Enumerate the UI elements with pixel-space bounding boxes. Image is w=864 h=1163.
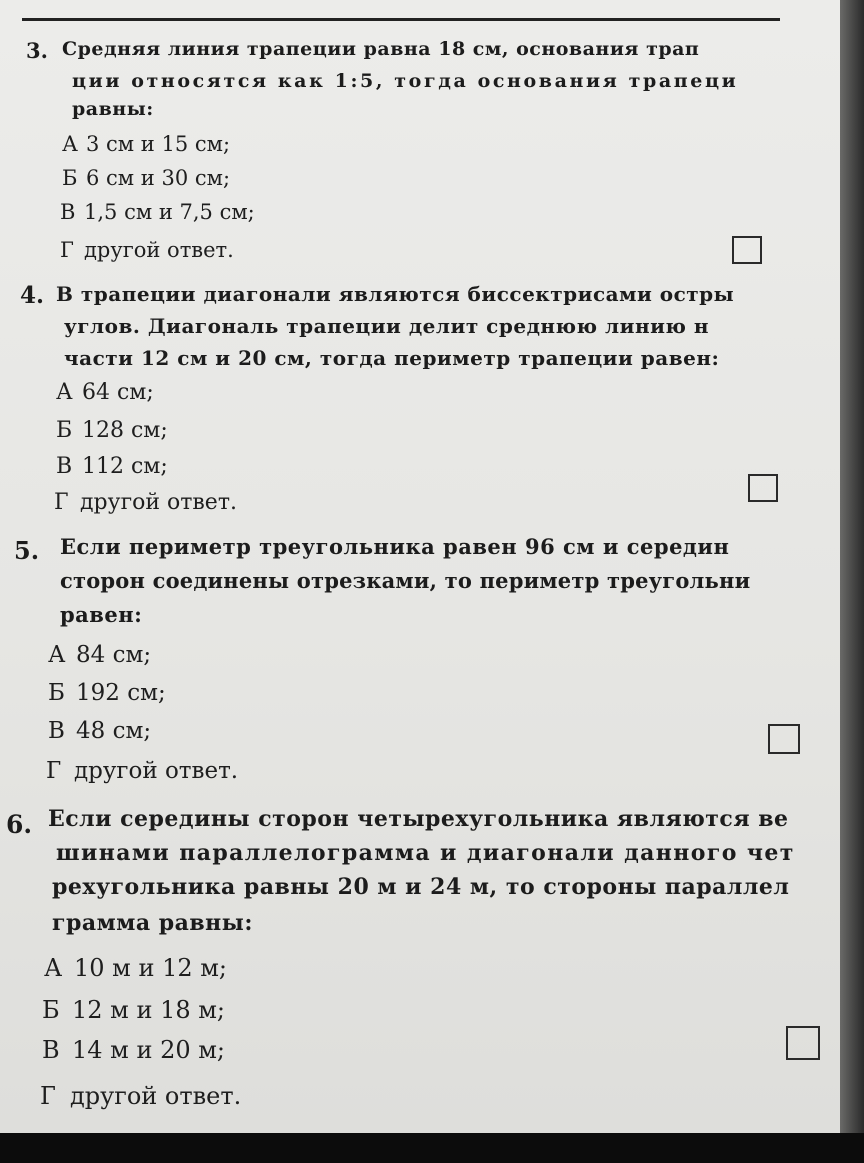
option-b: Б <box>62 166 78 190</box>
question-text-line: сторон соединены отрезками, то периметр треугольни <box>60 568 751 593</box>
option-d-text: другой ответ. <box>70 1082 242 1110</box>
question-text-line: углов. Диагональ трапеции делит среднюю линию н <box>64 314 710 338</box>
question-text-line: ции относятся как 1:5, тогда основания трапеци <box>72 70 739 92</box>
option-a: А <box>62 132 78 156</box>
option-d-text: другой ответ. <box>84 238 234 262</box>
option-a: А <box>48 642 66 668</box>
option-b-text: 128 см; <box>82 418 168 443</box>
option-c: В <box>56 454 73 479</box>
question-number: 4. <box>20 282 45 309</box>
question-number: 5. <box>14 536 40 565</box>
option-b: Б <box>56 418 73 443</box>
option-d: Г <box>46 758 62 784</box>
option-d: Г <box>60 238 74 262</box>
option-b: Б <box>48 680 65 706</box>
question-text-line: части 12 см и 20 см, тогда периметр трапеции равен: <box>64 346 720 370</box>
option-b: Б <box>42 996 60 1024</box>
bottom-dark-band <box>0 1133 864 1163</box>
top-rule <box>22 18 780 21</box>
option-a-text: 84 см; <box>76 642 152 668</box>
question-text-line: Если середины сторон четырехугольника являются ве <box>48 806 789 832</box>
option-c-text: 48 см; <box>76 718 152 744</box>
option-c-text: 1,5 см и 7,5 см; <box>84 200 255 224</box>
question-number: 3. <box>26 38 48 63</box>
option-c-text: 14 м и 20 м; <box>72 1036 226 1064</box>
question-text-line: шинами параллелограмма и диагонали данного чет <box>56 840 795 866</box>
question-text-line: равен: <box>60 602 143 627</box>
question-text-line: Если периметр треугольника равен 96 см и середин <box>60 534 730 559</box>
option-a-text: 10 м и 12 м; <box>74 954 228 982</box>
answer-checkbox[interactable] <box>732 236 762 264</box>
option-d: Г <box>54 490 69 515</box>
option-c: В <box>42 1036 60 1064</box>
answer-checkbox[interactable] <box>748 474 778 502</box>
question-text-line: равны: <box>72 98 154 120</box>
question-text-line: рехугольника равны 20 м и 24 м, то стороны параллел <box>52 874 790 900</box>
option-a: А <box>44 954 63 982</box>
answer-checkbox[interactable] <box>786 1026 820 1060</box>
question-text-line: Средняя линия трапеции равна 18 см, основания трап <box>62 38 700 60</box>
option-c: В <box>60 200 76 224</box>
option-a-text: 64 см; <box>82 380 154 405</box>
option-d-text: другой ответ. <box>80 490 237 515</box>
question-text-line: В трапеции диагонали являются биссектрисами остры <box>56 282 735 306</box>
page-edge-shadow <box>840 0 864 1133</box>
question-text-line: грамма равны: <box>52 910 253 936</box>
option-b-text: 12 м и 18 м; <box>72 996 226 1024</box>
option-c: В <box>48 718 65 744</box>
option-a: А <box>56 380 73 405</box>
question-number: 6. <box>6 810 33 839</box>
option-d: Г <box>40 1082 56 1110</box>
option-b-text: 6 см и 30 см; <box>86 166 231 190</box>
option-d-text: другой ответ. <box>74 758 239 784</box>
option-a-text: 3 см и 15 см; <box>86 132 231 156</box>
option-c-text: 112 см; <box>82 454 168 479</box>
answer-checkbox[interactable] <box>768 724 800 754</box>
option-b-text: 192 см; <box>76 680 166 706</box>
